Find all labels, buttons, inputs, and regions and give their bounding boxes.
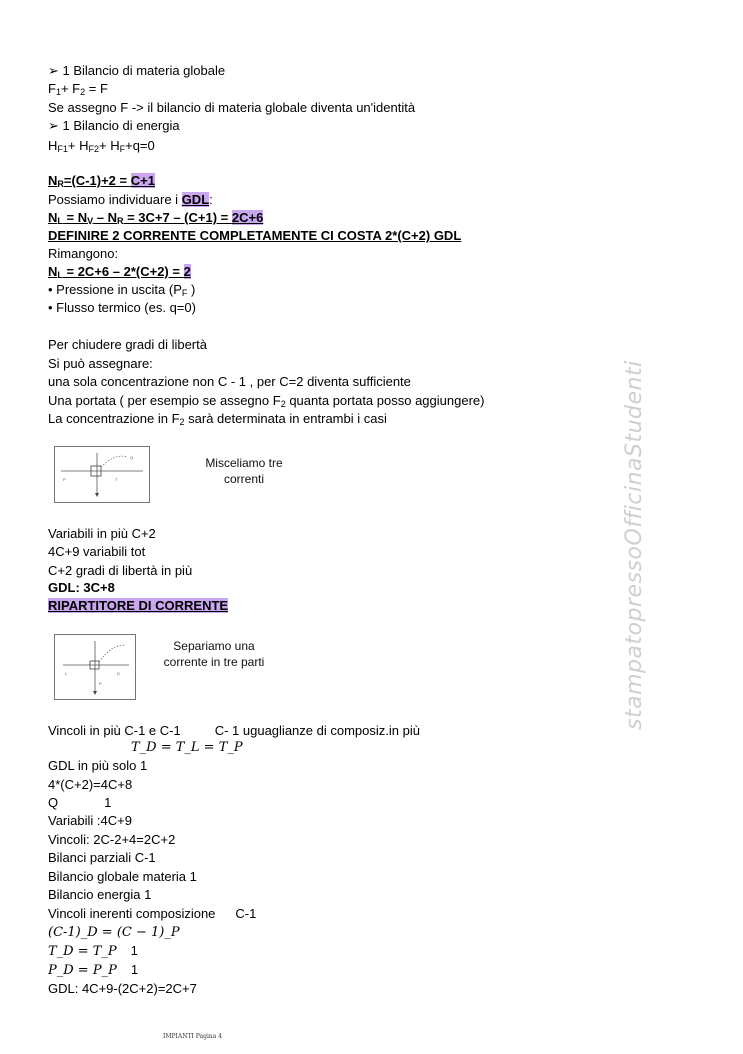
text-line: Una portata ( per esempio se assegno $F_2$ quanta portata posso aggiungere)	[48, 393, 485, 409]
text-line: $F_1+ F_2 = F$	[48, 81, 108, 97]
text-line: C+2 gradi di libertà in più	[48, 563, 193, 578]
text-line: 4C+9 variabili tot	[48, 544, 146, 559]
text-line: La concentrazione in $F_2$ sarà determinata in entrambi i casi	[48, 411, 387, 427]
nl-equation: $N_L = N_V - N_R = 3C+7 - (C+1) = 2C+6$	[48, 210, 264, 226]
math-equation: T_D = T_L = T_P	[131, 740, 243, 755]
text-line: Bilancio globale materia 1	[48, 869, 197, 884]
splitter-sketch	[55, 635, 135, 699]
text-line: P_D = P_P 1	[48, 962, 139, 978]
nr-equation: $N_R=(C-1)+2 = C+1$	[48, 173, 155, 189]
text-line: GDL in più solo 1	[48, 758, 148, 773]
svg-text:P: P	[63, 477, 66, 482]
text-line: Per chiudere gradi di libertà	[48, 337, 207, 352]
text-line: GDL: 4C+9-(2C+2)=2C+7	[48, 981, 197, 996]
text-line: una sola concentrazione non C - 1 , per C=2 diventa sufficiente	[48, 374, 411, 389]
text-line: $H_{F1}+ H_{F2}+ H_F+q=0$	[48, 138, 155, 154]
heading-define: DEFINIRE 2 CORRENTE COMPLETAMENTE CI COSTA 2*(C+2) GDL	[48, 228, 462, 243]
text-line: Possiamo individuare i GDL:	[48, 192, 213, 207]
text-line: Vincoli inerenti composizione C-1	[48, 906, 257, 921]
text-line: ➢ 1 Bilancio di materia globale	[48, 63, 226, 78]
svg-text:D: D	[117, 671, 120, 676]
mixer-sketch	[55, 447, 149, 502]
mixer-diagram	[54, 446, 150, 503]
nl2-equation: $N_L = 2C+6 - 2*(C+2) = 2$	[48, 264, 191, 280]
bullet-item: • Flusso termico (es. q=0)	[48, 300, 196, 315]
svg-text:Q: Q	[130, 455, 134, 460]
svg-text:L: L	[65, 671, 68, 676]
math-equation: (C-1)_D = (C − 1)_P	[48, 925, 180, 940]
svg-text:T: T	[115, 477, 118, 482]
figure-caption: Misceliamo tre correnti	[205, 456, 283, 486]
text-line: Bilancio energia 1	[48, 887, 152, 902]
text-line: Q 1	[48, 795, 112, 810]
section-heading: RIPARTITORE DI CORRENTE	[48, 598, 229, 613]
text-line: 4*(C+2)=4C+8	[48, 777, 133, 792]
text-line: Bilanci parziali C-1	[48, 850, 156, 865]
bullet-item: • Pressione in uscita ($P_F$ )	[48, 282, 196, 298]
figure-caption: Separiamo una corrente in tre parti	[163, 639, 265, 669]
text-line: Vincoli in più C-1 e C-1 C- 1 uguaglianze di composiz.in più	[48, 723, 420, 738]
text-line: Se assegno F -> il bilancio di materia globale diventa un'identità	[48, 100, 416, 115]
page-footer: IMPIANTI Pagina 4	[163, 1033, 223, 1040]
text-line: ➢ 1 Bilancio di energia	[48, 118, 180, 133]
text-line: Vincoli: 2C-2+4=2C+2	[48, 832, 176, 847]
gdl-result: GDL: 3C+8	[48, 580, 115, 595]
text-line: Rimangono:	[48, 246, 119, 261]
text-line: T_D = T_P 1	[48, 943, 138, 959]
text-line: Si può assegnare:	[48, 356, 153, 371]
text-line: Variabili in più C+2	[48, 526, 156, 541]
splitter-diagram	[54, 634, 136, 700]
text-line: Variabili :4C+9	[48, 813, 132, 828]
svg-text:P: P	[99, 681, 102, 686]
